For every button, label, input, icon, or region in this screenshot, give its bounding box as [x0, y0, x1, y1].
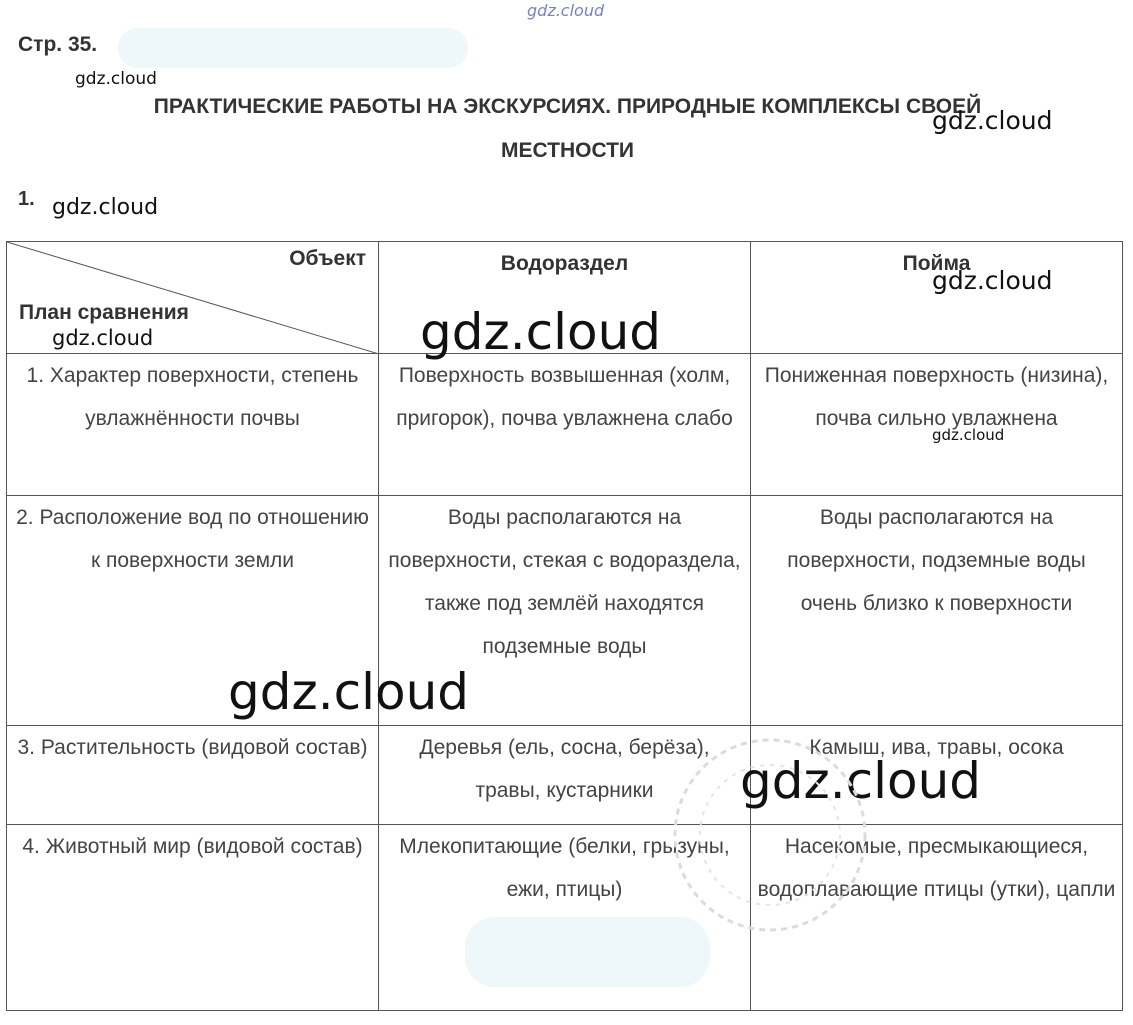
watermark: gdz.cloud [740, 752, 982, 810]
criterion-cell: 4. Животный мир (видовой состав) [7, 825, 379, 1011]
column-header-watershed: Водораздел [379, 242, 751, 354]
floodplain-cell: Камыш, ива, травы, осока [751, 726, 1123, 825]
floodplain-cell: Воды располагаются на поверхности, подземные воды очень близко к поверхности [751, 496, 1123, 726]
watermark: gdz.cloud [52, 326, 154, 350]
floodplain-cell: Насекомые, пресмыкающиеся, водоплавающие птицы (утки), цапли [751, 825, 1123, 1011]
title-line-2: МЕСТНОСТИ [500, 139, 635, 162]
task-number: 1. [18, 188, 35, 210]
watershed-cell: Деревья (ель, сосна, берёза), травы, кустарники [379, 726, 751, 825]
corner-plan-label: План сравнения [19, 301, 189, 324]
criterion-cell: 2. Расположение вод по отношению к поверхности земли [7, 496, 379, 726]
criterion-cell: 3. Растительность (видовой состав) [7, 726, 379, 825]
watermark: gdz.cloud [932, 426, 1005, 444]
criterion-cell: 1. Характер поверхности, степень увлажнённости почвы [7, 354, 379, 496]
watershed-cell: Воды располагаются на поверхности, стекая с водораздела, также под землёй находятся подземные воды [379, 496, 751, 726]
watermark: gdz.cloud [228, 663, 470, 721]
title-line-1: ПРАКТИЧЕСКИЕ РАБОТЫ НА ЭКСКУРСИЯХ. ПРИРОДНЫЕ КОМПЛЕКСЫ СВОЕЙ [153, 95, 982, 118]
floodplain-cell: Пониженная поверхность (низина), почва сильно увлажнена [751, 354, 1123, 496]
watermark: gdz.cloud [52, 195, 159, 220]
table-row [7, 825, 1123, 1011]
table-row [7, 496, 1123, 726]
watermark-top: gdz.cloud [527, 1, 605, 20]
watermark: gdz.cloud [932, 106, 1053, 135]
table-row [7, 354, 1123, 496]
watershed-cell: Млекопитающие (белки, грызуны, ежи, птицы) [379, 825, 751, 1011]
watershed-cell: Поверхность возвышенная (холм, пригорок), почва увлажнена слабо [379, 354, 751, 496]
background-smudge [118, 28, 468, 68]
watermark: gdz.cloud [420, 303, 662, 361]
corner-object-label: Объект [289, 247, 366, 270]
stamp-impression [660, 730, 880, 940]
page-reference: Стр. 35. [18, 33, 98, 56]
column-header-floodplain: Пойма [751, 242, 1123, 354]
watermark: gdz.cloud [932, 266, 1053, 295]
watermark: gdz.cloud [75, 69, 157, 89]
